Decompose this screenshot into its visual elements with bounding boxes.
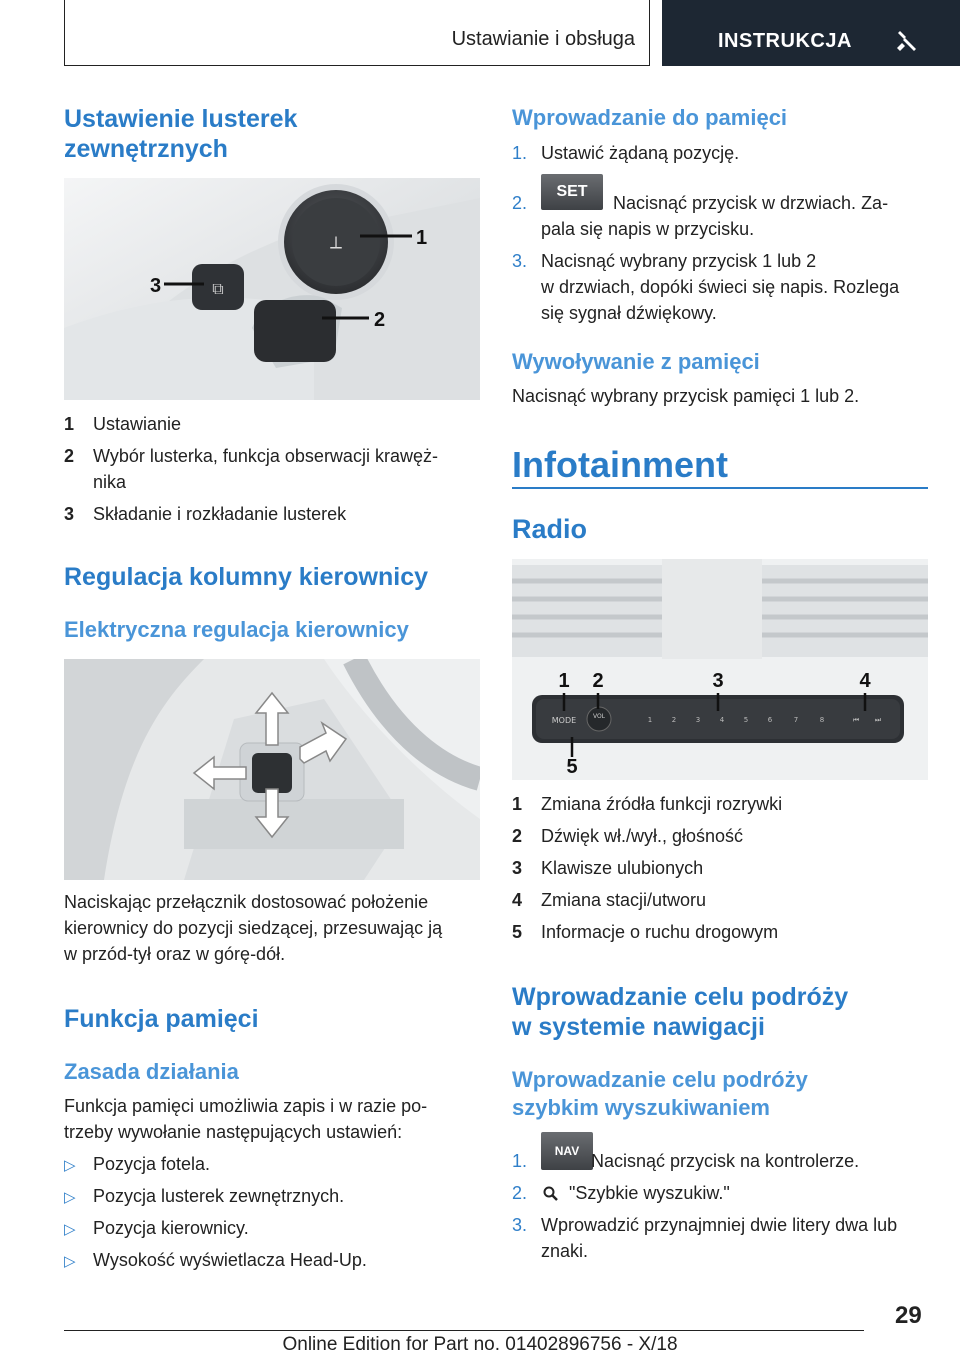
radio-callout-5: 5 <box>566 756 578 778</box>
nav-title-line1: Wprowadzanie celu podróży <box>512 983 849 1011</box>
mirror-callout-1: 1 <box>416 227 428 249</box>
radio-key-8: 8 <box>819 716 825 724</box>
header-instrukcja-box <box>662 0 960 66</box>
mirror-controls-illustration <box>64 178 480 400</box>
steering-subtitle: Elektryczna regulacja kierownicy <box>64 617 409 642</box>
svg-text:⟂: ⟂ <box>329 232 343 253</box>
infotainment-divider <box>512 487 928 489</box>
steering-section-title: Regulacja kolumny kierownicy <box>64 563 429 591</box>
radio-callout-1: 1 <box>558 670 570 692</box>
mirror-callout-2: 2 <box>374 309 386 331</box>
header-section-title: Ustawianie i obsługa <box>451 28 635 50</box>
set-button-image: SET <box>541 174 603 210</box>
radio-panel-illustration <box>512 559 928 780</box>
mirror-section-title <box>64 104 297 164</box>
steering-description: Naciskając przełącznik dostosować położenie kierownicy do pozycji siedzącej, przesuwając ją w przód-tył oraz w górę-dół. <box>64 892 443 964</box>
bullet-triangle-icon: ▷ <box>64 1253 76 1270</box>
radio-vol-label: VOL <box>592 713 606 720</box>
nav-title-line2: w systemie nawigacji <box>512 1013 765 1041</box>
radio-callout-2: 2 <box>592 670 604 692</box>
infotainment-title: Infotainment <box>512 444 728 485</box>
footer-edition: Online Edition for Part no. 01402896756 - X/18 <box>282 1334 678 1355</box>
mirror-callout-3: 3 <box>150 275 162 297</box>
radio-key-1: 1 <box>647 716 653 724</box>
radio-key-6: 6 <box>767 716 773 724</box>
radio-mode-label: MODE <box>551 716 577 725</box>
svg-text:⏭: ⏭ <box>874 716 882 724</box>
nav-subtitle: Wprowadzanie celu podróży szybkim wyszukiwaniem <box>512 1067 808 1120</box>
mirror-title-line2: zewnętrznych <box>64 135 228 163</box>
radio-key-7: 7 <box>793 716 799 724</box>
mirror-controls-figure <box>64 178 480 400</box>
radio-panel-figure <box>512 559 928 780</box>
header-section-box <box>64 0 650 66</box>
radio-key-5: 5 <box>743 716 749 724</box>
steering-switch-illustration <box>64 659 480 880</box>
bullet-triangle-icon: ▷ <box>64 1157 76 1174</box>
header-instrukcja-label: INSTRUKCJA <box>718 30 852 52</box>
svg-text:⏮: ⏮ <box>852 716 860 724</box>
wrench-icon <box>894 28 920 54</box>
radio-key-3: 3 <box>695 716 701 724</box>
memory-section-title: Funkcja pamięci <box>64 1005 259 1033</box>
mirror-title-line1: Ustawienie lusterek <box>64 105 298 133</box>
search-icon <box>542 1185 560 1203</box>
radio-title: Radio <box>512 514 588 544</box>
steering-switch-figure <box>64 659 480 880</box>
radio-key-2: 2 <box>671 716 677 724</box>
bullet-triangle-icon: ▷ <box>64 1189 76 1206</box>
nav-section-title <box>512 982 848 1042</box>
store-memory-title: Wprowadzanie do pamięci <box>512 105 788 130</box>
page-number: 29 <box>895 1302 922 1329</box>
recall-memory-text: Nacisnąć wybrany przycisk pamięci 1 lub 2. <box>512 386 860 406</box>
bullet-triangle-icon: ▷ <box>64 1221 76 1238</box>
nav-button-image: NAV <box>541 1132 593 1170</box>
recall-memory-title: Wywoływanie z pamięci <box>512 349 760 374</box>
svg-text:⧉: ⧉ <box>212 279 224 298</box>
footer-divider <box>64 1330 864 1331</box>
radio-key-4: 4 <box>719 716 725 724</box>
radio-callout-4: 4 <box>859 670 871 692</box>
radio-callout-3: 3 <box>712 670 724 692</box>
memory-subtitle: Zasada działania <box>64 1059 239 1084</box>
memory-description: Funkcja pamięci umożliwia zapis i w razie po- trzeby wywołanie następujących ustawień: <box>64 1096 428 1142</box>
